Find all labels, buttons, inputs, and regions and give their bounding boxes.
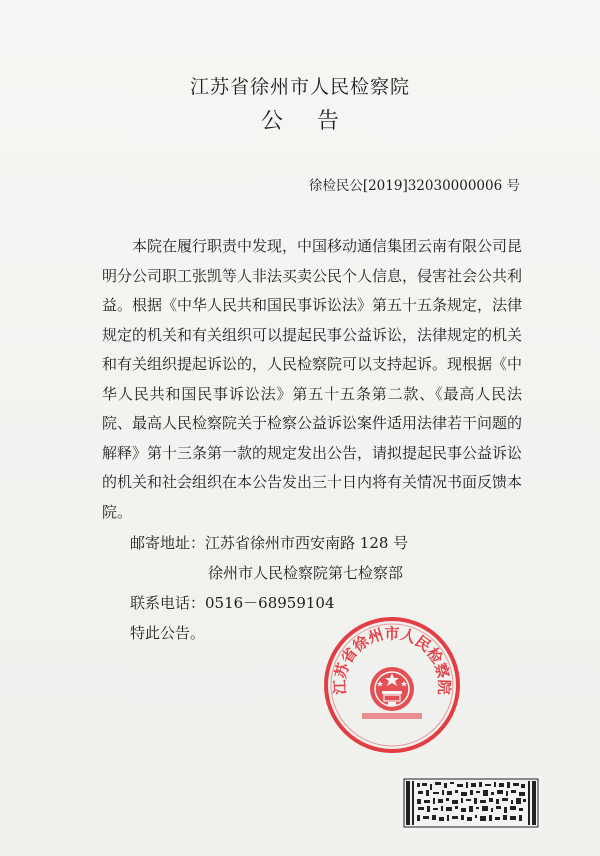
body-paragraph: 本院在履行职责中发现，中国移动通信集团云南有限公司昆明分公司职工张凯等人非法买卖公民个人信息，侵害社会公共利益。根据《中华人民共和国民事诉讼法》第五十五条规定，法律规定的机关和有关组织可以提起民事公益诉讼，法律规定的机关和有关组织提起诉讼的，人民检察院可以支持起诉。现根据《中华人民共和国民事诉讼法》第五十五条第二款、《最高人民法院、最高人民检察院关于检察公益诉讼案件适用法律若干问题的解释》第十三条第一款的规定发出公告，请拟提起民事公益诉讼的机关和社会组织在本公告发出三十日内将有关情况书面反馈本院。 bbox=[102, 237, 523, 521]
document-barcode bbox=[400, 775, 542, 831]
document-number: 徐检民公[2019]32030000006 号 bbox=[308, 178, 520, 194]
mailing-address: 邮寄地址：江苏省徐州市西安南路 128 号 bbox=[130, 534, 409, 552]
closing-remark: 特此公告。 bbox=[130, 624, 206, 642]
document-title: 公告 bbox=[260, 109, 373, 134]
issuing-organization: 江苏省徐州市人民检察院 bbox=[189, 76, 410, 98]
official-seal-stamp bbox=[322, 615, 462, 755]
national-emblem-icon bbox=[370, 667, 414, 711]
contact-phone: 联系电话：0516－68959104 bbox=[130, 594, 335, 612]
mailing-address-department: 徐州市人民检察院第七检察部 bbox=[208, 564, 404, 582]
announcement-body bbox=[102, 232, 522, 527]
seal-text: 江苏省徐州市人民检察院 bbox=[330, 624, 454, 695]
